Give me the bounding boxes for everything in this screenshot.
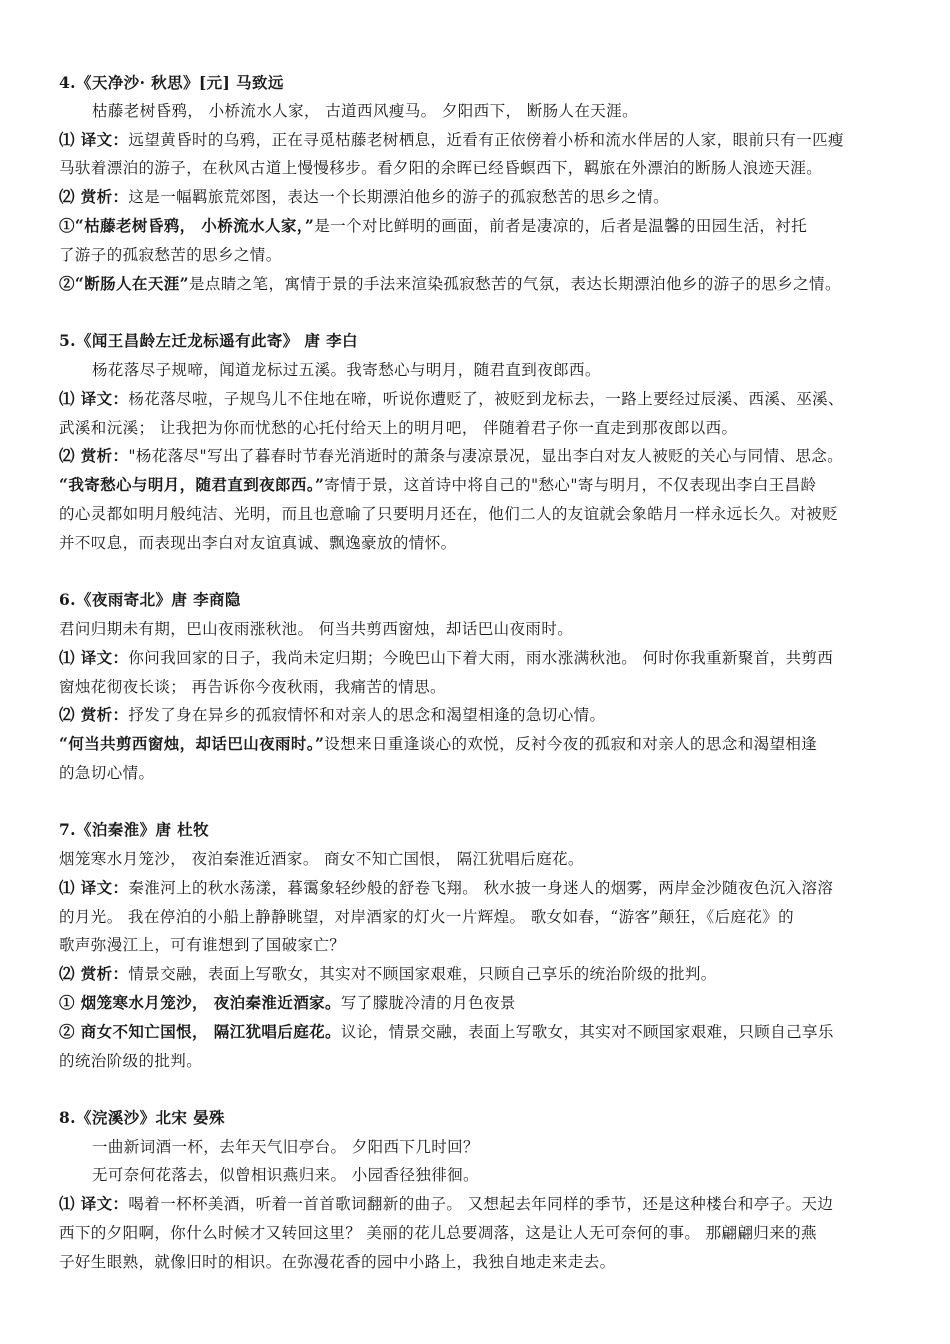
poem-line: 一曲新词酒一杯，去年天气旧亭台。 夕阳西下几时回？: [92, 1138, 479, 1156]
line-lead: “何当共剪西窗烛，却话巴山夜雨时。”: [59, 734, 325, 753]
line-text: 杨花落尽啦，子规鸟儿不住地在啼，听说你遭贬了，被贬到龙标去，一路上要经过辰溪、西溪、巫溪、: [128, 390, 844, 408]
line-lead: ② 商女不知亡国恨， 隔江犹唱后庭花。: [59, 1022, 341, 1041]
line-text: 寄情于景，这首诗中将自己的"愁心"寄与明月，不仅表现出李白王昌龄: [324, 476, 817, 494]
poem-line: 烟笼寒水月笼沙， 夜泊秦淮近酒家。 商女不知亡国恨， 隔江犹唱后庭花。: [59, 850, 584, 868]
text-line: [59, 705, 899, 726]
line-text: "杨花落尽"写出了暮春时节春光消逝时的萧条与凄凉景况，显出李白对友人被贬的关心与同情、思念。: [128, 447, 844, 465]
line-text: 歌声弥漫江上，可有谁想到了国破家亡？: [59, 936, 346, 954]
poem-line: 杨花落尽子规啼，闻道龙标过五溪。我寄愁心与明月，随君直到夜郎西。: [92, 361, 601, 379]
line-text: 你问我回家的日子，我尚未定归期；今晚巴山下着大雨，雨水涨满秋池。 何时你我重新聚首，共剪西: [128, 649, 834, 667]
line-text: 这是一幅羁旅荒郊图，表达一个长期漂泊他乡的游子的孤寂愁苦的思乡之情。: [128, 188, 670, 206]
line-text: 子好生眼熟，就像旧时的相识。在弥漫花香的园中小路上，我独自地走来走去。: [59, 1253, 616, 1271]
line-text: 窗烛花彻夜长谈； 再告诉你今夜秋雨，我痛苦的情思。: [59, 678, 446, 696]
line-text: 的急切心情。: [59, 764, 155, 782]
text-line: [59, 533, 899, 554]
line-text: 武溪和沅溪； 让我把为你而忧愁的心托付给天上的明月吧， 伴随着君子你一直走到那夜郎以西。: [59, 419, 738, 437]
section-title: 7.《泊秦淮》唐 杜牧: [59, 820, 209, 839]
section-title: 4.《天净沙· 秋思》[元] 马致远: [59, 73, 284, 92]
line-text: 西下的夕阳啊，你什么时候才又转回这里？ 美丽的花儿总要凋落，这是让人无可奈何的事。 那翩翩归来的燕: [59, 1224, 817, 1242]
text-line: [59, 216, 899, 237]
line-text: 是点睛之笔，寓情于景的手法来渲染孤寂愁苦的气氛，表达长期漂泊他乡的游子的思乡之情。: [188, 275, 841, 293]
text-line: [59, 245, 899, 266]
line-text: 的月光。 我在停泊的小船上静静眺望，对岸酒家的灯火一片辉煌。 歌女如春，“游客”颠狂，《后庭花》的: [59, 908, 795, 926]
text-line: [59, 964, 899, 985]
text-line: [59, 648, 899, 669]
line-lead: ②“断肠人在天涯”: [59, 274, 189, 293]
section-title: 8.《浣溪沙》北宋 晏殊: [59, 1108, 225, 1127]
text-line: [59, 1051, 899, 1072]
line-lead: ⑴ 译文：: [59, 389, 129, 408]
line-text: 是一个对比鲜明的画面，前者是凄凉的，后者是温馨的田园生活，衬托: [314, 217, 808, 235]
text-line: [59, 475, 899, 496]
line-text: 的统治阶级的批判。: [59, 1052, 203, 1070]
line-text: 并不叹息，而表现出李白对友谊真诚、飘逸豪放的情怀。: [59, 534, 457, 552]
text-line: [59, 274, 899, 295]
line-lead: ⑴ 译文：: [59, 130, 129, 149]
line-text: 远望黄昏时的乌鸦，正在寻觅枯藤老树栖息，近看有正依傍着小桥和流水伴居的人家，眼前只有一匹瘦: [128, 131, 844, 149]
text-line: [59, 763, 899, 784]
text-line: [59, 1223, 899, 1244]
section-title: 6.《夜雨寄北》唐 李商隐: [59, 590, 241, 609]
line-lead: ⑵ 赏析：: [59, 446, 129, 465]
line-text: 的心灵都如明月般纯洁、光明，而且也意喻了只要明月还在，他们二人的友谊就会象皓月一样永远长久。对被贬: [59, 505, 839, 523]
text-line: [59, 878, 899, 899]
text-line: [59, 993, 899, 1014]
line-lead: ⑵ 赏析：: [59, 964, 129, 983]
text-line: [59, 504, 899, 525]
line-text: 议论，情景交融，表面上写歌女，其实对不顾国家艰难，只顾自己享乐: [340, 1023, 834, 1041]
text-line: [59, 734, 899, 755]
line-lead: ⑵ 赏析：: [59, 705, 129, 724]
line-lead: ①“枯藤老树昏鸦， 小桥流水人家，”: [59, 216, 315, 235]
line-lead: ⑵ 赏析：: [59, 187, 129, 206]
line-text: 马驮着漂泊的游子，在秋风古道上慢慢移步。看夕阳的余晖已经昏螟西下，羁旅在外漂泊的断肠人浪迹天涯。: [59, 159, 823, 177]
text-line: [59, 389, 899, 410]
line-text: 设想来日重逢谈心的欢悦，反衬今夜的孤寂和对亲人的思念和渴望相逢: [324, 735, 818, 753]
text-line: [59, 187, 899, 208]
text-line: [59, 907, 899, 928]
line-text: 抒发了身在异乡的孤寂情怀和对亲人的思念和渴望相逢的急切心情。: [128, 706, 606, 724]
text-line: [59, 158, 899, 179]
line-text: 喝着一杯杯美酒，听着一首首歌词翻新的曲子。 又想起去年同样的季节，还是这种楼台和亭子。天边: [128, 1195, 834, 1213]
poem-line: 枯藤老树昏鸦， 小桥流水人家， 古道西风瘦马。 夕阳西下， 断肠人在天涯。: [92, 102, 639, 120]
text-line: [59, 1022, 899, 1043]
line-text: 秦淮河上的秋水荡漾，暮霭象轻纱般的舒卷飞翔。 秋水披一身迷人的烟雾，两岸金沙随夜色沉入溶溶: [128, 879, 834, 897]
line-lead: “我寄愁心与明月，随君直到夜郎西。”: [59, 475, 325, 494]
line-lead: ⑴ 译文：: [59, 1194, 129, 1213]
line-text: 情景交融，表面上写歌女，其实对不顾国家艰难，只顾自己享乐的统治阶级的批判。: [128, 965, 717, 983]
text-line: [59, 418, 899, 439]
poem-line: 君问归期未有期，巴山夜雨涨秋池。 何当共剪西窗烛，却话巴山夜雨时。: [59, 620, 574, 638]
line-text: 写了朦胧冷清的月色夜景: [340, 994, 516, 1012]
text-line: [59, 1194, 899, 1215]
text-line: [59, 130, 899, 151]
text-line: [59, 677, 899, 698]
text-line: [59, 1252, 899, 1273]
line-lead: ⑴ 译文：: [59, 878, 129, 897]
poem-line: 无可奈何花落去，似曾相识燕归来。 小园香径独徘徊。: [92, 1166, 479, 1184]
line-text: 了游子的孤寂愁苦的思乡之情。: [59, 246, 282, 264]
line-lead: ⑴ 译文：: [59, 648, 129, 667]
section-title: 5.《闻王昌龄左迁龙标遥有此寄》 唐 李白: [59, 331, 358, 350]
text-line: [59, 935, 899, 956]
text-line: [59, 446, 899, 467]
line-lead: ① 烟笼寒水月笼沙， 夜泊秦淮近酒家。: [59, 993, 341, 1012]
